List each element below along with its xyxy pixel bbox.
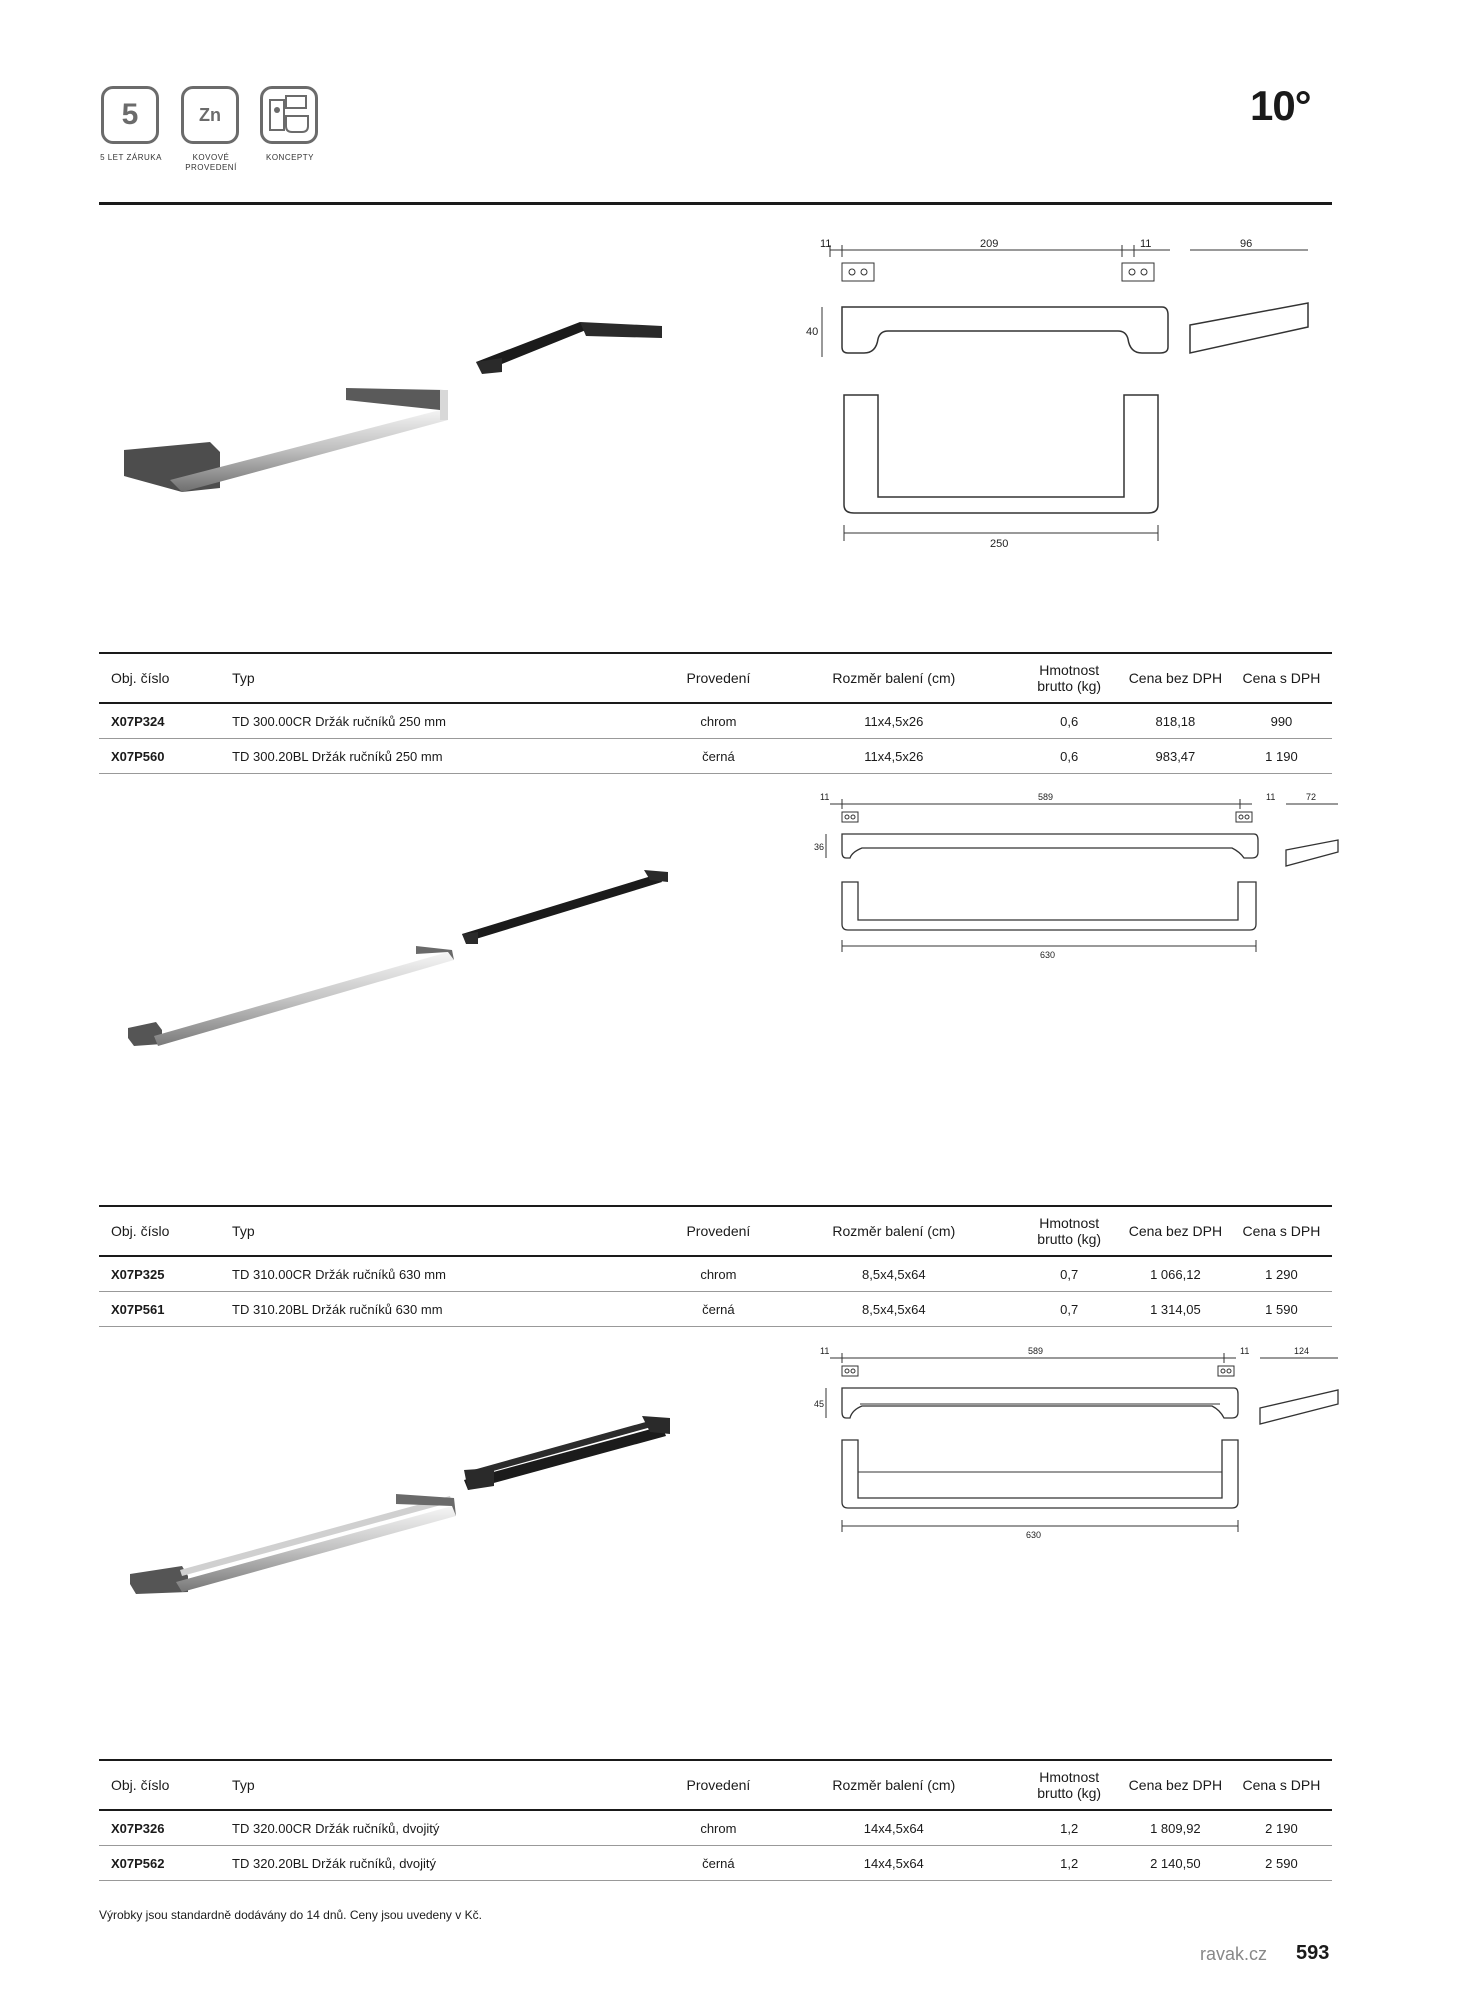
dim-height: 45 [814,1399,825,1409]
col-cena-bez: Cena bez DPH [1120,653,1231,703]
footer-note: Výrobky jsou standardně dodávány do 14 dnů. Ceny jsou uvedeny v Kč. [99,1908,482,1922]
cell-roz: 11x4,5x26 [769,703,1018,739]
cell-typ: TD 310.00CR Držák ručníků 630 mm [231,1256,668,1292]
col-cena-s: Cena s DPH [1231,653,1332,703]
warranty-badge [101,86,159,144]
cell-cena-bez: 1 314,05 [1120,1292,1231,1327]
cell-prov: chrom [668,1256,769,1292]
concepts-badge [260,86,318,144]
cell-cena-bez: 983,47 [1120,739,1231,774]
cell-hm: 0,6 [1018,739,1119,774]
col-obj: Obj. číslo [99,1206,231,1256]
col-obj: Obj. číslo [99,653,231,703]
col-roz: Rozměr balení (cm) [769,653,1018,703]
col-prov: Provedení [668,1760,769,1810]
spec-table-td310 [99,1205,1332,1327]
cell-typ: TD 300.20BL Držák ručníků 250 mm [231,739,668,774]
col-prov: Provedení [668,1206,769,1256]
cell-hm: 1,2 [1018,1810,1119,1846]
cell-prov: černá [668,1292,769,1327]
cell-cena-s: 2 590 [1231,1846,1332,1881]
footer-site: ravak.cz [1200,1944,1268,1964]
col-obj: Obj. číslo [99,1760,231,1810]
col-cena-bez: Cena bez DPH [1120,1760,1231,1810]
product-photo-td310 [110,860,680,1060]
cell-cena-bez: 1 066,12 [1120,1256,1231,1292]
cell-obj: X07P325 [99,1256,231,1292]
dim-width: 250 [990,538,1009,550]
dim-hole-spacing: 209 [980,238,999,250]
metal-finish-caption: KOVOVÉ PROVEDENÍ [185,153,237,172]
table-header-row [99,1760,1332,1810]
cell-obj: X07P326 [99,1810,231,1846]
zinc-symbol: Zn [199,104,221,125]
dim-left-gap: 11 [820,792,830,802]
cell-prov: černá [668,1846,769,1881]
cell-obj: X07P562 [99,1846,231,1881]
table-row [99,1810,1332,1846]
dim-height: 40 [806,326,819,338]
col-roz: Rozměr balení (cm) [769,1206,1018,1256]
table-row [99,1256,1332,1292]
table-row [99,1846,1332,1881]
dim-width: 630 [1026,1530,1042,1540]
cell-prov: chrom [668,1810,769,1846]
table-row [99,739,1332,774]
cell-cena-s: 990 [1231,703,1332,739]
cell-obj: X07P560 [99,739,231,774]
spec-table-td300 [99,652,1332,774]
cell-roz: 8,5x4,5x64 [769,1292,1018,1327]
dim-hole-spacing: 589 [1038,792,1054,802]
col-hm: Hmotnost brutto (kg) [1018,1760,1119,1810]
metal-finish-badge [181,86,239,144]
black-towel-holder [476,322,662,374]
header-rule [99,202,1332,205]
table-header-row [99,1206,1332,1256]
cell-cena-bez: 1 809,92 [1120,1810,1231,1846]
chrome-towel-holder [124,388,448,492]
dim-depth: 96 [1240,238,1253,250]
col-typ: Typ [231,1760,668,1810]
dim-right-gap: 11 [1140,238,1152,250]
black-towel-bar [462,870,668,944]
cell-cena-s: 1 590 [1231,1292,1332,1327]
dim-width: 630 [1040,950,1056,960]
dim-left-gap: 11 [820,1346,830,1356]
col-cena-s: Cena s DPH [1231,1206,1332,1256]
cell-typ: TD 320.00CR Držák ručníků, dvojitý [231,1810,668,1846]
col-hm: Hmotnost brutto (kg) [1018,1206,1119,1256]
table-header-row [99,653,1332,703]
cell-typ: TD 300.00CR Držák ručníků 250 mm [231,703,668,739]
bathroom-concept-icon [266,92,312,138]
cell-cena-s: 1 290 [1231,1256,1332,1292]
cell-hm: 0,6 [1018,703,1119,739]
cell-cena-bez: 2 140,50 [1120,1846,1231,1881]
page-number: 593 [1296,1942,1330,1964]
cell-cena-bez: 818,18 [1120,703,1231,739]
dim-depth: 72 [1306,792,1317,802]
cell-hm: 1,2 [1018,1846,1119,1881]
col-cena-bez: Cena bez DPH [1120,1206,1231,1256]
col-cena-s: Cena s DPH [1231,1760,1332,1810]
col-prov: Provedení [668,653,769,703]
brand-logo: 10° [1250,82,1311,129]
chrome-towel-bar [128,946,454,1046]
table-row [99,703,1332,739]
col-typ: Typ [231,653,668,703]
technical-drawing-td310 [800,790,1340,960]
black-double-towel-bar [464,1416,670,1490]
cell-roz: 14x4,5x64 [769,1810,1018,1846]
cell-roz: 8,5x4,5x64 [769,1256,1018,1292]
col-roz: Rozměr balení (cm) [769,1760,1018,1810]
cell-prov: chrom [668,703,769,739]
product-photo-td300 [110,300,680,510]
table-row [99,1292,1332,1327]
dim-hole-spacing: 589 [1028,1346,1044,1356]
col-hm: Hmotnost brutto (kg) [1018,653,1119,703]
col-typ: Typ [231,1206,668,1256]
cell-obj: X07P561 [99,1292,231,1327]
warranty-symbol: 5 [121,98,139,131]
concepts-caption: KONCEPTY [265,153,314,162]
dim-right-gap: 11 [1266,792,1276,802]
dim-height: 36 [814,842,825,852]
dim-right-gap: 11 [1240,1346,1250,1356]
cell-roz: 14x4,5x64 [769,1846,1018,1881]
dim-left-gap: 11 [820,238,832,250]
cell-obj: X07P324 [99,703,231,739]
product-photo-td320 [110,1410,680,1610]
cell-hm: 0,7 [1018,1256,1119,1292]
dim-depth: 124 [1294,1346,1310,1356]
cell-typ: TD 320.20BL Držák ručníků, dvojitý [231,1846,668,1881]
cell-hm: 0,7 [1018,1292,1119,1327]
cell-typ: TD 310.20BL Držák ručníků 630 mm [231,1292,668,1327]
warranty-caption: 5 LET ZÁRUKA [100,153,162,162]
technical-drawing-td320 [800,1344,1340,1544]
spec-table-td320 [99,1759,1332,1881]
cell-cena-s: 1 190 [1231,739,1332,774]
cell-roz: 11x4,5x26 [769,739,1018,774]
chrome-double-towel-bar [130,1494,456,1594]
cell-cena-s: 2 190 [1231,1810,1332,1846]
cell-prov: černá [668,739,769,774]
technical-drawing-td300 [800,235,1340,565]
